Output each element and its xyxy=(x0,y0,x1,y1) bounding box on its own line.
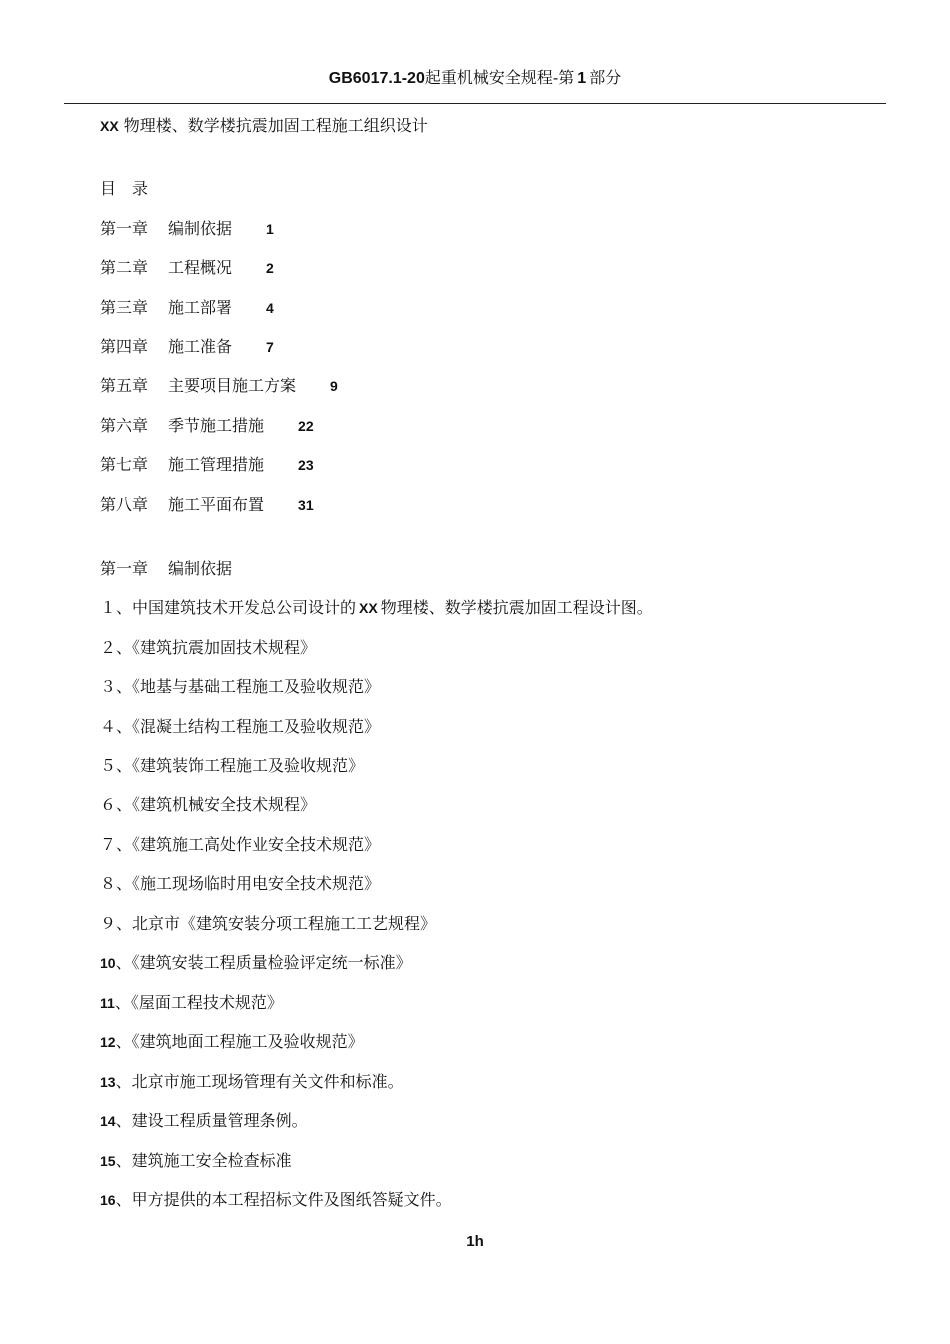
list-text: 中国建筑技术开发总公司设计的 xyxy=(132,598,357,617)
list-number: ９ xyxy=(100,914,117,933)
toc-item[interactable] xyxy=(100,493,314,517)
list-item: ７、《建筑施工高处作业安全技术规范》 xyxy=(100,835,381,854)
list-item: ６、《建筑机械安全技术规程》 xyxy=(100,795,317,814)
toc-page: 4 xyxy=(266,300,274,316)
header-part-suffix: 部分 xyxy=(589,68,622,87)
list-text: 建筑施工安全检查标准 xyxy=(131,1151,292,1170)
list-number: ４ xyxy=(100,717,117,736)
toc-chapter: 第六章 xyxy=(100,416,149,435)
toc-chapter: 第五章 xyxy=(100,376,149,395)
list-text: 《地基与基础工程施工及验收规范》 xyxy=(132,677,381,696)
list-item: 12、《建筑地面工程施工及验收规范》 xyxy=(100,1032,364,1051)
toc-chapter: 第八章 xyxy=(100,495,149,514)
list-item: ２、《建筑抗震加固技术规程》 xyxy=(100,638,317,657)
list-number: 12 xyxy=(100,1034,116,1050)
list-number: １ xyxy=(100,598,117,617)
chapter1-chapter: 第一章 xyxy=(100,559,149,578)
toc-page: 22 xyxy=(298,418,314,434)
toc-item[interactable] xyxy=(100,414,314,438)
page-number: 1h xyxy=(466,1233,484,1250)
toc-item[interactable] xyxy=(100,453,314,477)
toc-title: 施工平面布置 xyxy=(168,495,265,514)
list-item: 15、建筑施工安全检查标准 xyxy=(100,1151,292,1170)
list-text: 北京市《建筑安装分项工程施工工艺规程》 xyxy=(132,914,437,933)
toc-item[interactable] xyxy=(100,335,274,359)
header-title: 起重机械安全规程- xyxy=(424,68,559,87)
toc-item[interactable] xyxy=(100,296,274,320)
page-header xyxy=(0,66,950,91)
toc-title: 施工准备 xyxy=(168,337,233,356)
toc-item[interactable] xyxy=(100,217,274,241)
list-text: 《屋面工程技术规范》 xyxy=(130,993,283,1012)
list-number: 10 xyxy=(100,955,116,971)
toc-chapter: 第一章 xyxy=(100,219,149,238)
list-number: 15 xyxy=(100,1153,116,1169)
list-text: 《建筑机械安全技术规程》 xyxy=(132,795,317,814)
list-item: ９、北京市《建筑安装分项工程施工工艺规程》 xyxy=(100,914,437,933)
toc-page: 1 xyxy=(266,221,274,237)
list-item: 11、《屋面工程技术规范》 xyxy=(100,993,283,1012)
toc-chapter: 第七章 xyxy=(100,455,149,474)
toc-page: 9 xyxy=(330,378,338,394)
toc-chapter: 第二章 xyxy=(100,258,149,277)
list-item: ４、《混凝土结构工程施工及验收规范》 xyxy=(100,717,381,736)
header-rule xyxy=(64,103,886,104)
toc-heading: 目 录 xyxy=(100,179,149,198)
list-number: 13 xyxy=(100,1074,116,1090)
list-number: 16 xyxy=(100,1192,116,1208)
document-title-text: 物理楼、数学楼抗震加固工程施工组织设计 xyxy=(123,116,428,135)
list-text: 《建筑装饰工程施工及验收规范》 xyxy=(132,756,365,775)
list-text: 《混凝土结构工程施工及验收规范》 xyxy=(132,717,381,736)
list-text: 北京市施工现场管理有关文件和标准。 xyxy=(131,1072,404,1091)
document-title xyxy=(100,114,428,138)
list-item: ８、《施工现场临时用电安全技术规范》 xyxy=(100,874,381,893)
list-text: 《建筑安装工程质量检验评定统一标准》 xyxy=(131,953,412,972)
toc-title: 编制依据 xyxy=(168,219,233,238)
header-part-number: 1 xyxy=(577,70,587,87)
list-text: 《施工现场临时用电安全技术规范》 xyxy=(132,874,381,893)
list-text: 建设工程质量管理条例。 xyxy=(131,1111,308,1130)
list-item: ５、《建筑装饰工程施工及验收规范》 xyxy=(100,756,365,775)
list-text: 物理楼、数学楼抗震加固工程设计图。 xyxy=(380,598,653,617)
toc-item[interactable] xyxy=(100,374,338,398)
list-number: ６ xyxy=(100,795,117,814)
list-item: 13、北京市施工现场管理有关文件和标准。 xyxy=(100,1072,404,1091)
header-code: GB6017.1-20 xyxy=(328,70,425,87)
list-number: 14 xyxy=(100,1113,116,1129)
list-number: ７ xyxy=(100,835,117,854)
toc-page: 31 xyxy=(298,497,314,513)
list-text: 《建筑地面工程施工及验收规范》 xyxy=(131,1032,364,1051)
toc-page: 7 xyxy=(266,339,274,355)
header-part-prefix: 第 xyxy=(558,68,575,87)
list-text: 《建筑抗震加固技术规程》 xyxy=(132,638,317,657)
toc-title: 施工管理措施 xyxy=(168,455,265,474)
list-number: ８ xyxy=(100,874,117,893)
list-item: 14、建设工程质量管理条例。 xyxy=(100,1111,308,1130)
document-title-prefix: XX xyxy=(100,118,119,134)
list-number: ３ xyxy=(100,677,117,696)
toc-title: 施工部署 xyxy=(168,298,233,317)
chapter1-heading xyxy=(100,557,232,581)
toc-page: 23 xyxy=(298,457,314,473)
list-number: 11 xyxy=(100,995,115,1011)
toc-title: 季节施工措施 xyxy=(168,416,265,435)
toc-chapter: 第三章 xyxy=(100,298,149,317)
list-item: １、中国建筑技术开发总公司设计的 XX 物理楼、数学楼抗震加固工程设计图。 xyxy=(100,598,653,617)
toc-item[interactable] xyxy=(100,256,274,280)
toc-title: 工程概况 xyxy=(168,258,233,277)
toc-chapter: 第四章 xyxy=(100,337,149,356)
toc-title: 主要项目施工方案 xyxy=(168,376,297,395)
list-item: ３、《地基与基础工程施工及验收规范》 xyxy=(100,677,381,696)
list-text: 《建筑施工高处作业安全技术规范》 xyxy=(132,835,381,854)
list-number: ２ xyxy=(100,638,117,657)
list-item: 10、《建筑安装工程质量检验评定统一标准》 xyxy=(100,953,412,972)
chapter1-title: 编制依据 xyxy=(168,559,233,578)
list-latin: XX xyxy=(359,600,378,616)
list-item: 16、甲方提供的本工程招标文件及图纸答疑文件。 xyxy=(100,1190,452,1209)
toc-page: 2 xyxy=(266,260,274,276)
list-number: ５ xyxy=(100,756,117,775)
list-text: 甲方提供的本工程招标文件及图纸答疑文件。 xyxy=(131,1190,452,1209)
